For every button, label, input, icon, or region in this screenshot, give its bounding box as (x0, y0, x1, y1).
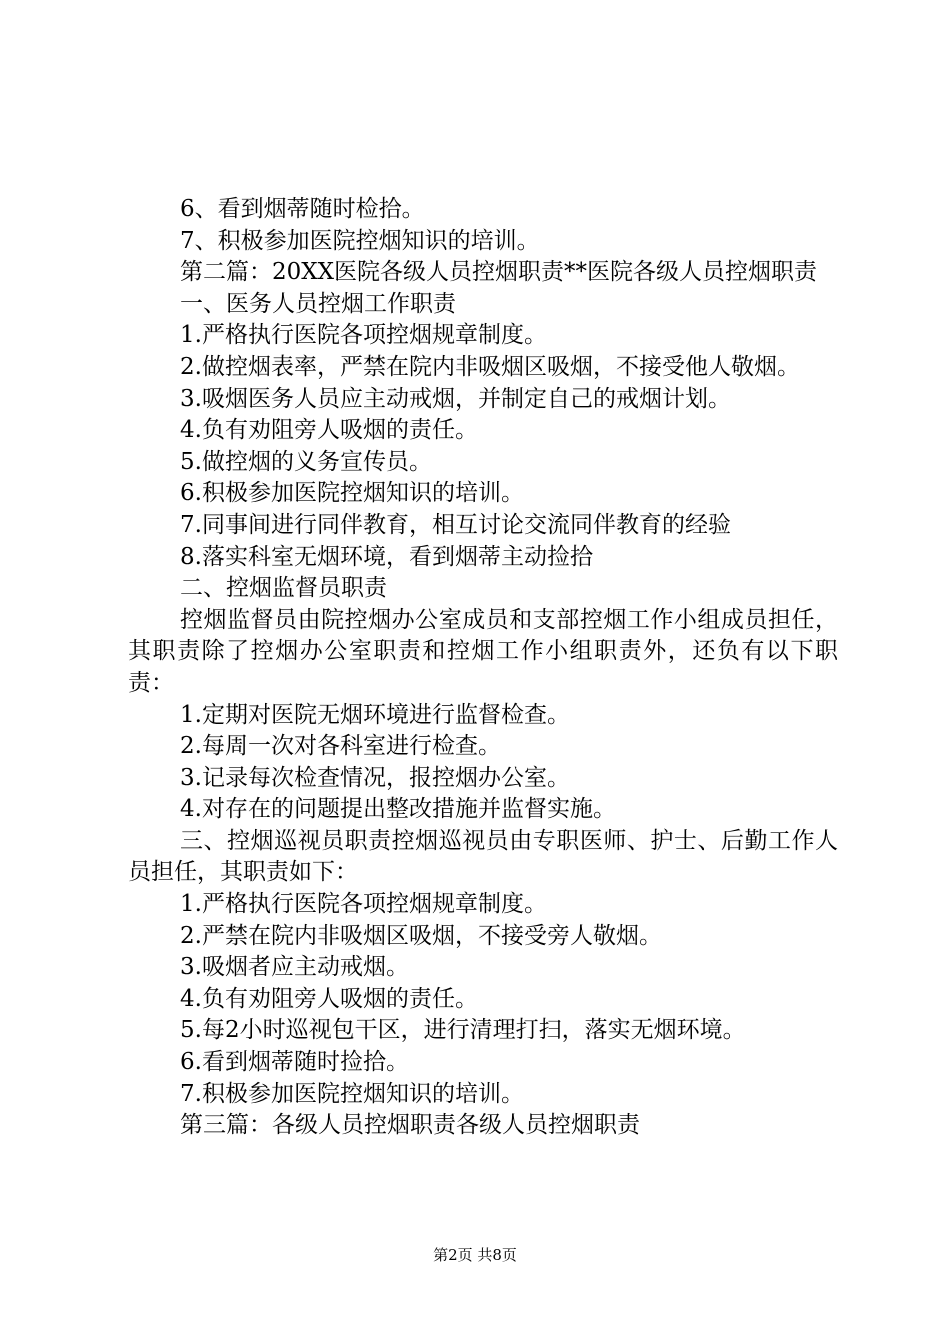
list-item: 3.记录每次检查情况，报控烟办公室。 (180, 764, 570, 791)
list-item: 3.吸烟医务人员应主动戒烟，并制定自己的戒烟计划。 (180, 385, 731, 412)
page-footer: 第2页 共8页 (433, 1246, 517, 1264)
list-item: 1.严格执行医院各项控烟规章制度。 (180, 891, 547, 918)
list-item: 5.每2小时巡视包干区，进行清理打扫，落实无烟环境。 (180, 1017, 746, 1044)
document-body (128, 194, 838, 1142)
list-item: 6.看到烟蒂随时捡拾。 (180, 1049, 409, 1076)
list-item: 6.积极参加医院控烟知识的培训。 (180, 480, 524, 507)
list-item: 2.每周一次对各科室进行检查。 (180, 733, 501, 760)
section-heading: 第二篇：20XX医院各级人员控烟职责**医院各级人员控烟职责 (180, 259, 818, 286)
list-item: 1.严格执行医院各项控烟规章制度。 (180, 322, 547, 349)
list-item: 2.做控烟表率，严禁在院内非吸烟区吸烟，不接受他人敬烟。 (180, 353, 800, 380)
list-item: 3.吸烟者应主动戒烟。 (180, 954, 409, 981)
paragraph: 6、看到烟蒂随时检拾。 (180, 196, 425, 222)
list-item: 4.负有劝阻旁人吸烟的责任。 (180, 417, 478, 444)
list-item: 8.落实科室无烟环境，看到烟蒂主动捡拾 (180, 543, 593, 570)
paragraph: 7、积极参加医院控烟知识的培训。 (180, 227, 540, 254)
paragraph: 控烟监督员由院控烟办公室成员和支部控烟工作小组成员担任，其职责除了控烟办公室职责和控烟工作小组职责外，还负有以下职责： (128, 606, 838, 696)
list-item: 7.同事间进行同伴教育，相互讨论交流同伴教育的经验 (180, 511, 731, 538)
list-item: 4.对存在的问题提出整改措施并监督实施。 (180, 796, 616, 823)
list-item: 5.做控烟的义务宣传员。 (180, 448, 432, 475)
list-item: 2.严禁在院内非吸烟区吸烟，不接受旁人敬烟。 (180, 922, 662, 949)
list-item: 1.定期对医院无烟环境进行监督检查。 (180, 701, 570, 728)
subsection-heading: 三、控烟巡视员职责控烟巡视员由专职医师、护士、后勤工作人员担任，其职责如下： (128, 827, 838, 886)
subsection-heading: 二、控烟监督员职责 (180, 575, 387, 602)
subsection-heading: 一、医务人员控烟工作职责 (180, 290, 456, 317)
section-heading: 第三篇：各级人员控烟职责各级人员控烟职责 (180, 1112, 640, 1139)
list-item: 7.积极参加医院控烟知识的培训。 (180, 1080, 524, 1107)
list-item: 4.负有劝阻旁人吸烟的责任。 (180, 985, 478, 1012)
